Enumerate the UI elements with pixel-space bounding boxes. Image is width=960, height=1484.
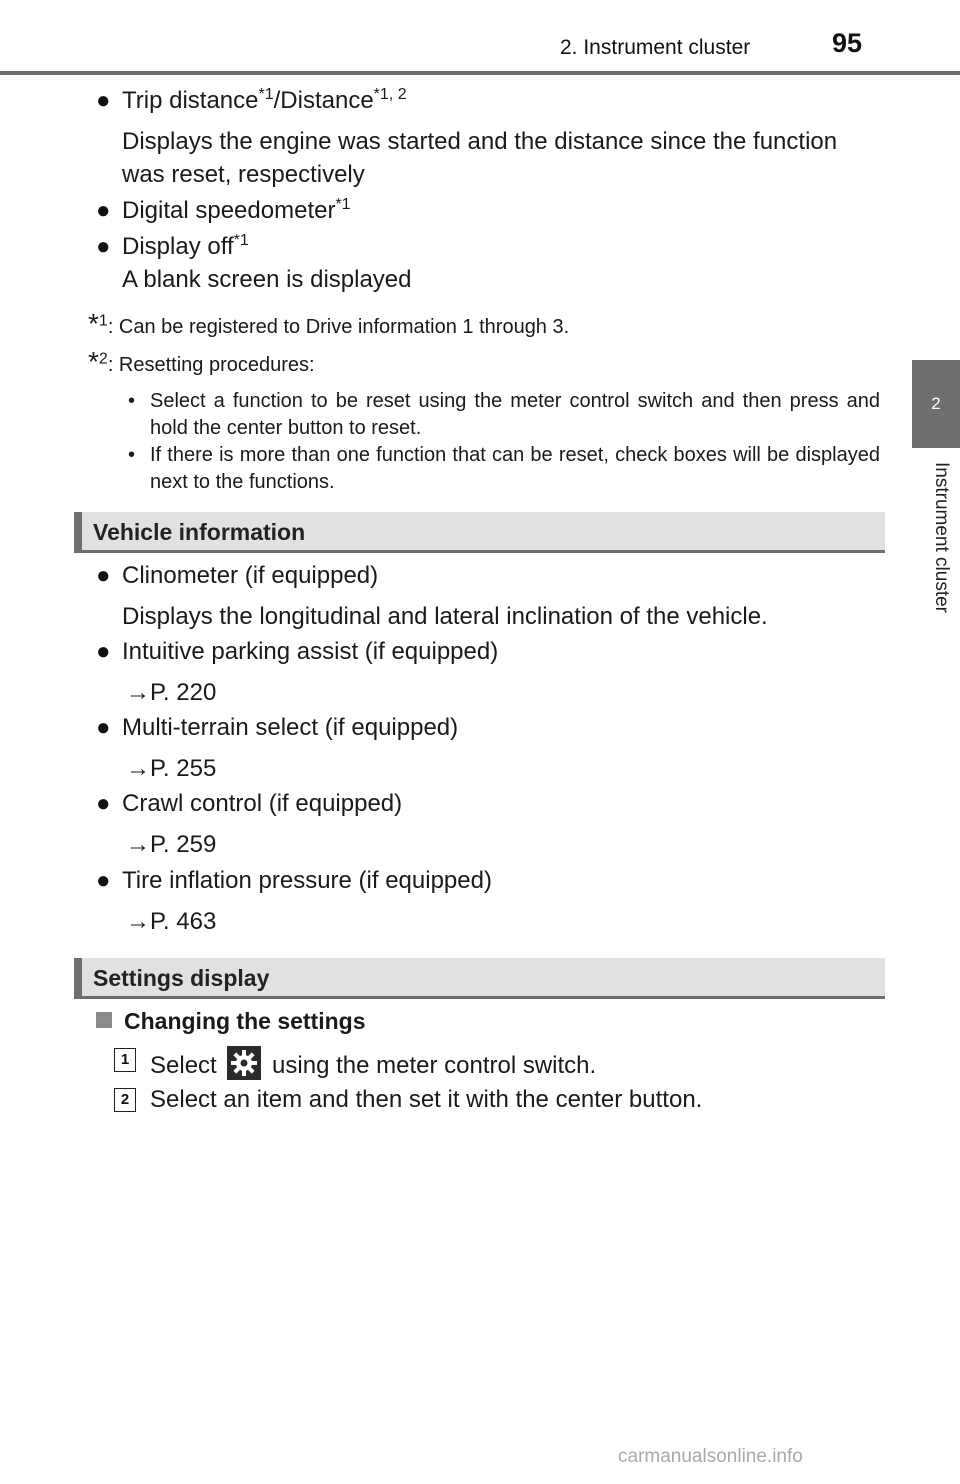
bullet-display-off: ● Display off$^{*1}$: [96, 232, 249, 260]
bullet-glyph: ●: [96, 790, 111, 817]
section-heading-settings-display: Settings display: [74, 958, 885, 996]
subheading-changing-settings: Changing the settings: [96, 1008, 366, 1035]
bullet-glyph: ●: [96, 714, 111, 741]
bullet-glyph: ●: [96, 562, 111, 589]
footnote-item-2: • If there is more than one function that can be reset, check boxes will be displayed next to the functions.: [128, 444, 880, 493]
trip-distance-desc-line2: was reset, respectively: [122, 161, 365, 188]
section-bar-edge: [74, 958, 82, 996]
clinometer-desc: Displays the longitudinal and lateral inclination of the vehicle.: [122, 603, 768, 630]
chapter-tab-label: Instrument cluster: [931, 462, 952, 613]
page-number: 95: [832, 28, 863, 58]
bullet-glyph: ●: [96, 87, 111, 114]
bullet-intuitive-parking-assist: ● Intuitive parking assist (if equipped): [96, 638, 499, 665]
bullet-glyph: ●: [96, 867, 111, 894]
trip-distance-desc-line1: Displays the engine was started and the distance since the function: [122, 128, 838, 155]
bullet-digital-speedometer: ● Digital speedometer$^{*1}$: [96, 196, 351, 224]
footnote-2: *$^2$: Resetting procedures:: [88, 346, 315, 377]
bullet-clinometer: ● Clinometer (if equipped): [96, 562, 379, 589]
section-bar-edge: [74, 512, 82, 550]
watermark: carmanualsonline.info: [618, 1446, 803, 1467]
step-number-2: 2: [114, 1088, 136, 1112]
footnote-1: *$^1$: Can be registered to Drive information 1 through 3.: [88, 308, 570, 339]
bullet-glyph: ●: [96, 233, 111, 260]
page-ref-link[interactable]: →P. 220: [126, 679, 217, 706]
header-rule: [0, 71, 960, 75]
bullet-glyph: ●: [96, 638, 111, 665]
page-ref-link[interactable]: →P. 259: [126, 831, 217, 858]
bullet-trip-distance: ● Trip distance$^{*1}$/Distance$^{*1, 2}$: [96, 86, 407, 114]
chapter-tab-number: 2: [931, 394, 941, 413]
gear-icon: [227, 1046, 261, 1080]
square-bullet-icon: [96, 1012, 112, 1028]
step-1-text: Select using the meter control switch.: [150, 1046, 596, 1080]
arrow-icon: →: [126, 679, 150, 706]
step-number-1: 1: [114, 1048, 136, 1072]
arrow-icon: →: [126, 755, 150, 782]
bullet-tire-inflation-pressure: ● Tire inflation pressure (if equipped): [96, 867, 492, 894]
arrow-icon: →: [126, 908, 150, 935]
section-bar-underline: [74, 550, 885, 553]
bullet-glyph: ●: [96, 197, 111, 224]
arrow-icon: →: [126, 831, 150, 858]
page-ref-link[interactable]: →P. 463: [126, 908, 217, 935]
bullet-multi-terrain-select: ● Multi-terrain select (if equipped): [96, 714, 459, 741]
section-heading-vehicle-information: Vehicle information: [74, 512, 885, 550]
bullet-crawl-control: ● Crawl control (if equipped): [96, 790, 403, 817]
section-bar-underline: [74, 996, 885, 999]
display-off-desc: A blank screen is displayed: [122, 266, 412, 293]
step-2-text: Select an item and then set it with the center button.: [150, 1086, 703, 1113]
running-header-section: 2. Instrument cluster: [560, 36, 751, 59]
chapter-tab[interactable]: [912, 360, 960, 448]
footnote-item-1: • Select a function to be reset using the meter control switch and then press and hold the center button to reset.: [128, 390, 880, 439]
page-ref-link[interactable]: →P. 255: [126, 755, 217, 782]
